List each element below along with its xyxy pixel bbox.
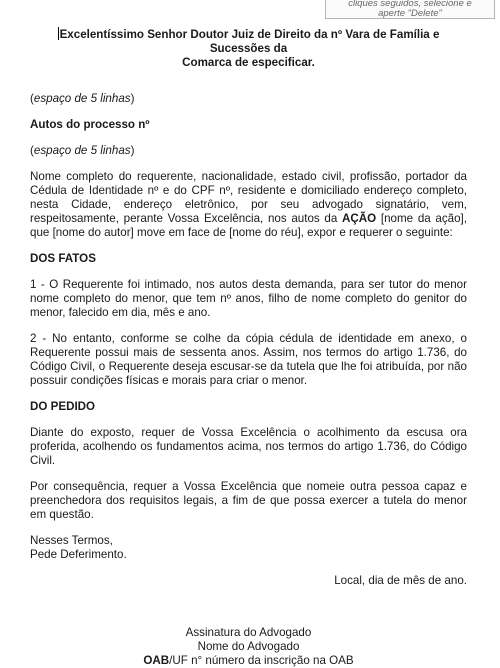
request-paragraph-2: Por consequência, requer a Vossa Excelência que nomeie outra pessoa capaz e preenchedora dos requisitos legais, a fim de que possa exercer a tutela do menor em questão.	[30, 480, 467, 521]
signature-line-3: OAB/UF n° número da inscrição na OAB	[143, 654, 354, 667]
tooltip-line-2: aperte "Delete"	[378, 8, 442, 19]
document-title[interactable]	[30, 27, 467, 70]
signature-line-2: Nome do Advogado	[197, 640, 300, 653]
closing-line-2: Pede Deferimento.	[30, 548, 127, 561]
fact-paragraph-2: 2 - No entanto, conforme se colhe da cópia cédula de identidade em anexo, o Requerente possui mais de sessenta anos. Assim, nos termos do artigo 1.736, do Código Civil, o Requerente deseja escusar-se da tutela que lhe foi atribuída, por não possuir condições físicas e morais para criar o menor.	[30, 332, 467, 387]
spacer-note-1: (espaço de 5 linhas)	[30, 92, 135, 105]
fact-paragraph-1: 1 - O Requerente foi intimado, nos autos desta demanda, para ser tutor do menor nome completo do menor, que tem nº anos, filho de nome completo do genitor do menor, falecido em dia, mês e ano.	[30, 278, 467, 319]
signature-line-1: Assinatura do Advogado	[185, 626, 312, 639]
process-number: Autos do processo nº	[30, 118, 150, 131]
closing-line-1: Nesses Termos,	[30, 534, 113, 547]
request-paragraph-1: Diante do exposto, requer de Vossa Excelência o acolhimento da escusa ora proferida, acolhendo os fundamentos acima, nos termos do artigo 1.736, do Código Civil.	[30, 426, 467, 467]
title-line-2: Comarca de especificar.	[182, 56, 315, 69]
tooltip-box	[325, 0, 495, 19]
title-line-1: Excelentíssimo Senhor Doutor Juiz de Direito da nº Vara de Família e Sucessões da	[59, 28, 440, 55]
signature-block	[30, 626, 467, 668]
facts-heading: DOS FATOS	[30, 252, 96, 265]
document-page[interactable]	[30, 27, 467, 668]
request-heading: DO PEDIDO	[30, 400, 96, 413]
place-date: Local, dia de mês de ano.	[334, 574, 467, 587]
spacer-note-2: (espaço de 5 linhas)	[30, 144, 135, 157]
tooltip-line-1: cliques seguidos, selecione e	[348, 0, 472, 9]
text-cursor	[58, 27, 59, 40]
intro-paragraph: Nome completo do requerente, nacionalidade, estado civil, profissão, portador da Cédula de Identidade nº e do CPF nº, residente e domiciliado endereço completo, nesta Cidade, endereço eletrônico, por seu advogado signatário, vem, respeitosamente, perante Vossa Excelência, nos autos da AÇÃO [nome da ação], que [nome do autor] move em face de [nome do réu], expor e requerer o seguinte:	[30, 170, 467, 239]
